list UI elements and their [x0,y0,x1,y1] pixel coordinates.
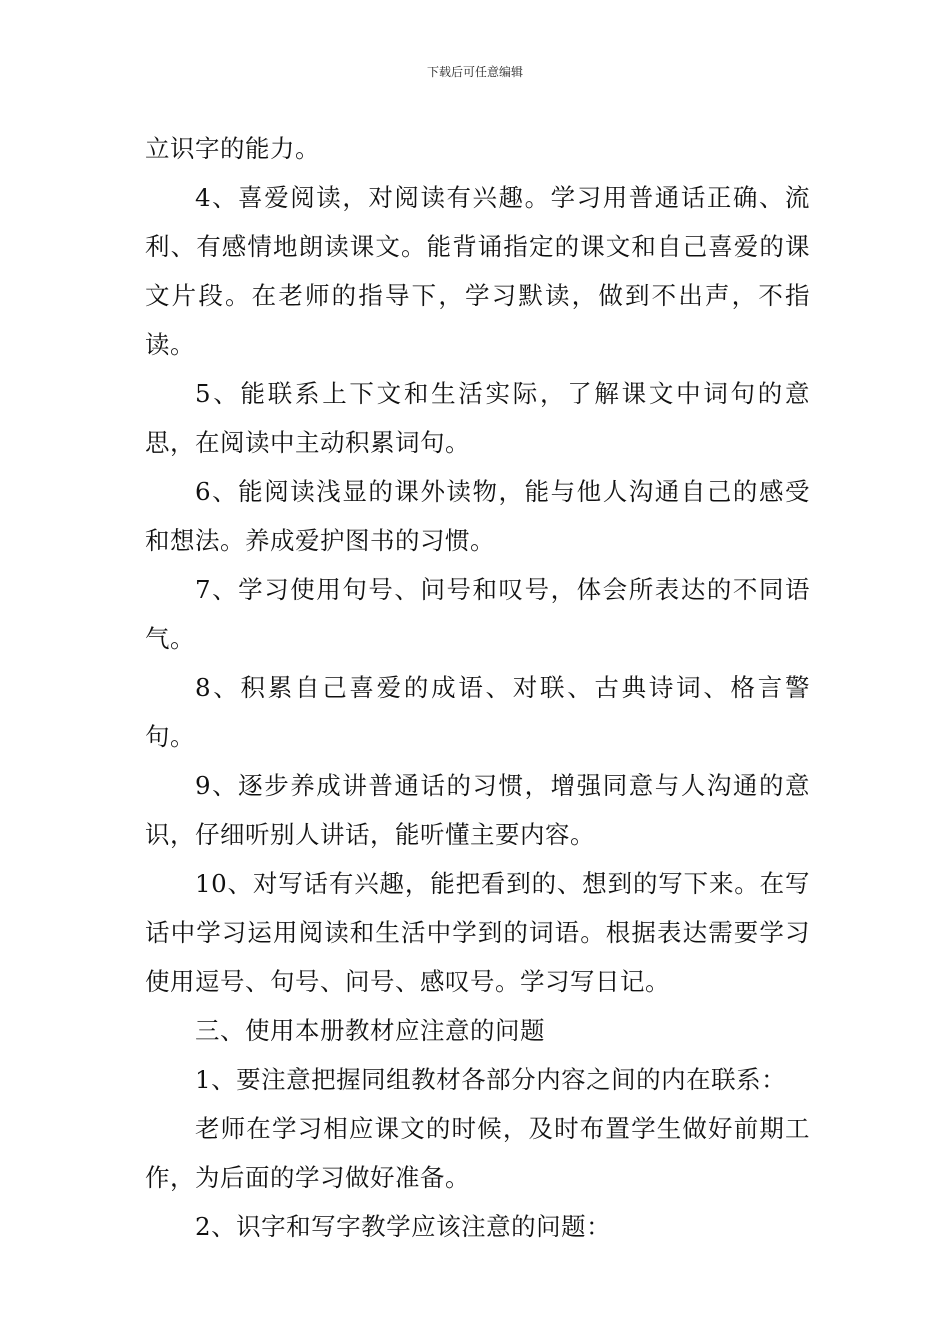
paragraph-5: 7、学习使用句号、问号和叹号，体会所表达的不同语气。 [145,575,810,653]
paragraph-7: 9、逐步养成讲普通话的习惯，增强同意与人沟通的意识，仔细听别人讲话，能听懂主要内容。 [145,771,810,849]
paragraph-2: 4、喜爱阅读，对阅读有兴趣。学习用普通话正确、流利、有感情地朗读课文。能背诵指定的课文和自己喜爱的课文片段。在老师的指导下，学习默读，做到不出声，不指读。 [145,183,810,359]
page-header: 下载后可任意编辑 [426,65,523,79]
paragraph-10: 1、要注意把握同组教材各部分内容之间的内在联系： [195,1065,787,1094]
paragraph-11: 老师在学习相应课文的时候，及时布置学生做好前期工作，为后面的学习做好准备。 [145,1114,810,1192]
document-body [145,124,810,1251]
paragraph-3: 5、能联系上下文和生活实际，了解课文中词句的意思，在阅读中主动积累词句。 [145,379,810,457]
paragraph-1: 立识字的能力。 [145,134,320,163]
paragraph-12: 2、识字和写字教学应该注意的问题： [195,1212,612,1241]
paragraph-8: 10、对写话有兴趣，能把看到的、想到的写下来。在写话中学习运用阅读和生活中学到的词语。根据表达需要学习使用逗号、句号、问号、感叹号。学习写日记。 [145,869,810,996]
paragraph-4: 6、能阅读浅显的课外读物，能与他人沟通自己的感受和想法。养成爱护图书的习惯。 [145,477,810,555]
paragraph-6: 8、积累自己喜爱的成语、对联、古典诗词、格言警句。 [145,673,810,751]
section-heading: 三、使用本册教材应注意的问题 [195,1016,545,1045]
